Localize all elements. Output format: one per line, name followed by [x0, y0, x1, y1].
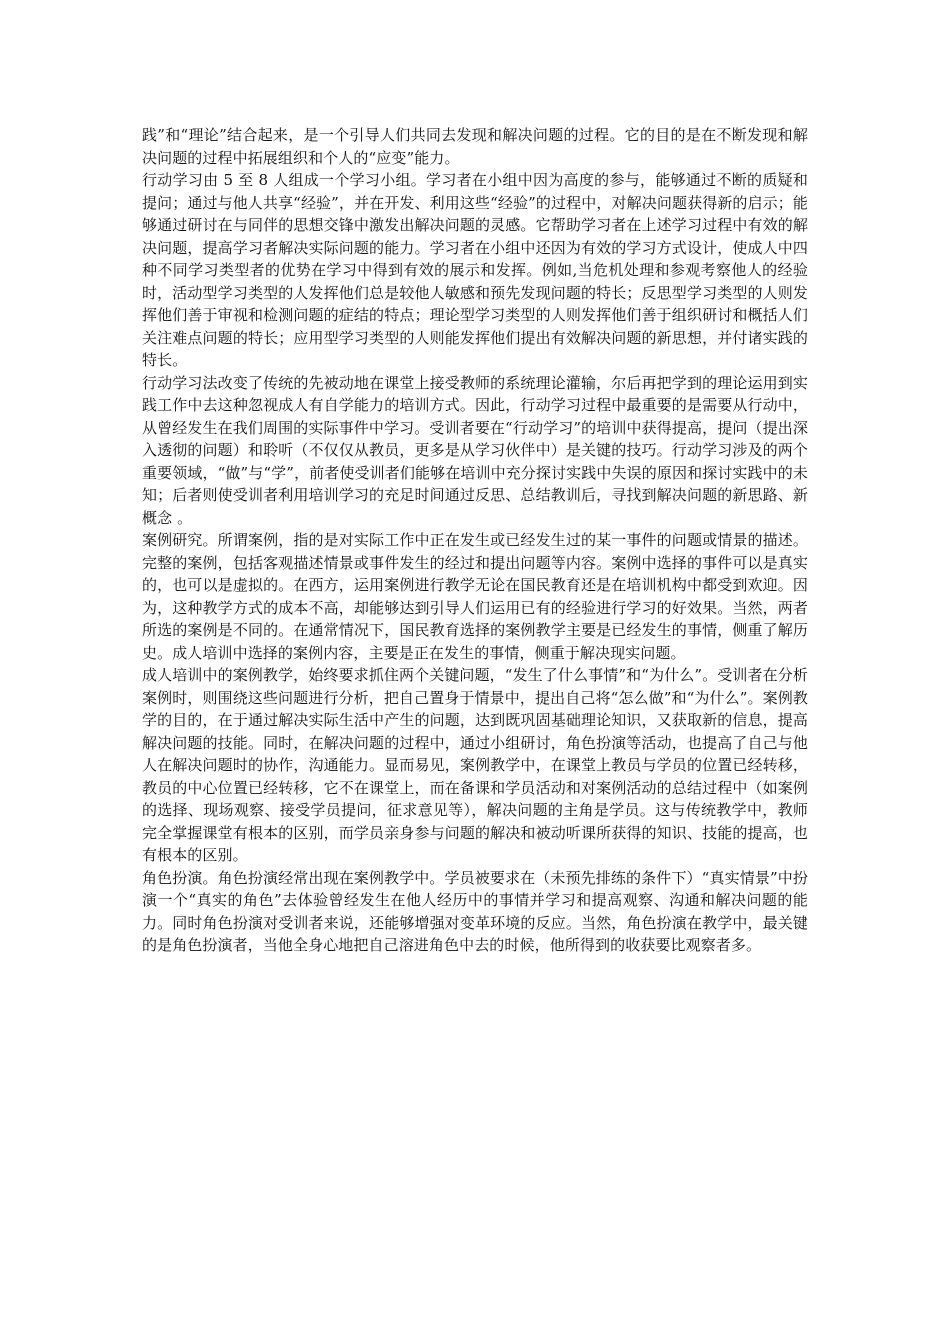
- paragraph-role-play: 角色扮演。角色扮演经常出现在案例教学中。学员被要求在（未预先排练的条件下）“真实情景”中扮演一个“真实的角色”去体验曾经发生在他人经历中的事情并学习和提高观察、沟通和解决问题的能力。同时角色扮演对受训者来说，还能够增强对变革环境的反应。当然，角色扮演在教学中，最关键的是角色扮演者，当他全身心地把自己溶进角色中去的时候，他所得到的收获要比观察者多。: [142, 868, 808, 954]
- paragraph-case-study: 案例研究。所谓案例，指的是对实际工作中正在发生或已经发生过的某一事件的问题或情景的描述。完整的案例，包括客观描述情景或事件发生的经过和提出问题等内容。案例中选择的事件可以是真实的，也可以是虚拟的。在西方，运用案例进行教学无论在国民教育还是在培训机构中都受到欢迎。因为，这种教学方式的成本不高，却能够达到引导人们运用已有的经验进行学习的好效果。当然，两者所选的案例是不同的。在通常情况下，国民教育选择的案例教学主要是已经发生的事情，侧重了解历史。成人培训中选择的案例内容，主要是正在发生的事情，侧重于解决现实问题。: [142, 531, 808, 662]
- document-body: [142, 124, 808, 957]
- paragraph-action-learning-groups: 行动学习由 5 至 8 人组成一个学习小组。学习者在小组中因为高度的参与，能够通过不断的质疑和提问；通过与他人共享“经验”，并在开发、利用这些“经验”的过程中，对解决问题获得新的启示；能够通过研讨在与同伴的思想交锋中激发出解决问题的灵感。它帮助学习者在上述学习过程中有效的解决问题，提高学习者解决实际问题的能力。学习者在小组中还因为有效的学习方式设计，使成人中四种不同学习类型者的优势在学习中得到有效的展示和发挥。例如,当危机处理和参观考察他人的经验时，活动型学习类型的人发挥他们总是较他人敏感和预先发现问题的特长；反思型学习类型的人则发挥他们善于审视和检测问题的症结的特点；理论型学习类型的人则发挥他们善于组织研讨和概括人们关注难点问题的特长；应用型学习类型的人则能发挥他们提出有效解决问题的新思想，并付诸实践的特长。: [142, 171, 808, 369]
- paragraph-action-learning-method: 行动学习法改变了传统的先被动地在课堂上接受教师的系统理论灌输，尔后再把学到的理论运用到实践工作中去这种忽视成人有自学能力的培训方式。因此，行动学习过程中最重要的是需要从行动中，从曾经发生在我们周围的实际事件中学习。受训者要在“行动学习”的培训中获得提高，提问（提出深入透彻的问题）和聆听（不仅仅从教员，更多是从学习伙伴中）是关键的技巧。行动学习涉及的两个重要领域，“做”与“学”，前者使受训者们能够在培训中充分探讨实践中失误的原因和探讨实践中的未知；后者则使受训者利用培训学习的充足时间通过反思、总结教训后，寻找到解决问题的新思路、新概念 。: [142, 373, 808, 527]
- paragraph-action-learning-definition-end: 践”和“理论”结合起来，是一个引导人们共同去发现和解决问题的过程。它的目的是在不断发现和解决问题的过程中拓展组织和个人的“应变”能力。: [142, 126, 808, 167]
- paragraph-case-teaching: 成人培训中的案例教学，始终要求抓住两个关键问题，“发生了什么事情”和“为什么”。受训者在分析案例时，则围绕这些问题进行分析，把自己置身于情景中，提出自己将“怎么做”和“为什么”。案例教学的目的，在于通过解决实际生活中产生的问题，达到既巩固基础理论知识，又获取新的信息，提高解决问题的技能。同时，在解决问题的过程中，通过小组研讨，角色扮演等活动，也提高了自己与他人在解决问题时的协作，沟通能力。显而易见，案例教学中，在课堂上教员与学员的位置已经转移，教员的中心位置已经转移，它不在课堂上，而在备课和学员活动和对案例活动的总结过程中（如案例的选择、现场观察、接受学员提问，征求意见等），解决问题的主角是学员。这与传统教学中，教师完全掌握课堂有根本的区别，而学员亲身参与问题的解决和被动听课所获得的知识、技能的提高，也有根本的区别。: [142, 666, 808, 864]
